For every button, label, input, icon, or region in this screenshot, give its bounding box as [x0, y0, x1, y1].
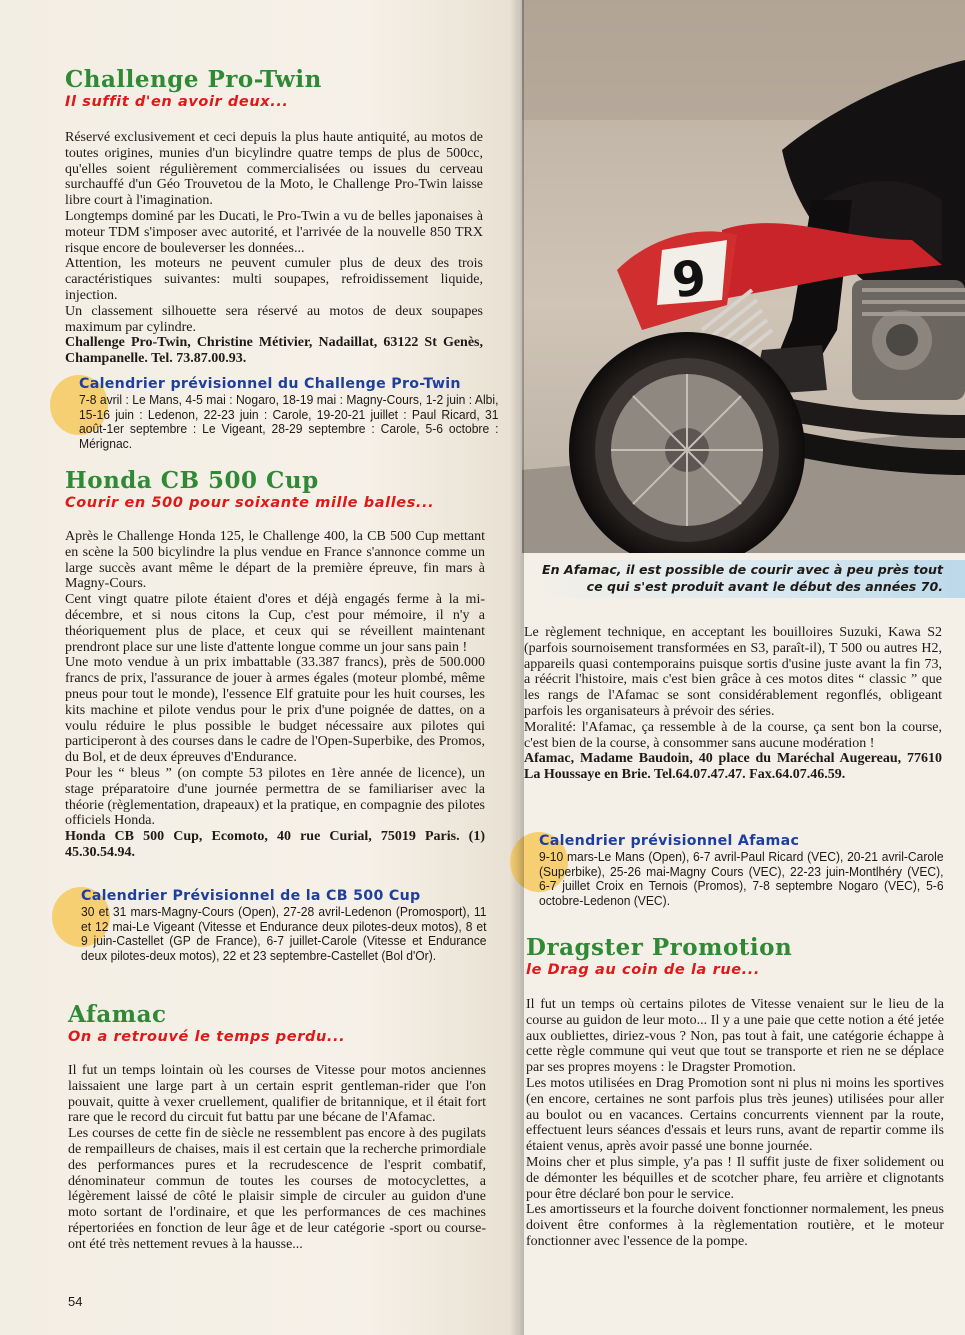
page-gutter: [510, 0, 524, 1335]
calendar-box-honda: [52, 887, 486, 963]
paragraph: Un classement silhouette sera réservé au motos de deux soupapes maximum par cylindre.: [65, 303, 483, 335]
section-title: Afamac: [68, 1001, 167, 1028]
paragraph: Longtemps dominé par les Ducati, le Pro-Twin a vu de belles japonaises à moteur TDM s'imposer avec autorité, et l'arrivée de la nouvelle 850 TRX risque encore de bouleverser les données...: [65, 208, 483, 256]
racing-motorcycle-photo: [522, 0, 965, 553]
section-challenge-pro-twin: [65, 67, 483, 367]
photo-caption: [522, 560, 965, 598]
section-body: [524, 625, 942, 783]
paragraph: Les amortisseurs et la fourche doivent fonctionner normalement, les pneus doivent être conformes à la règlementation routière, et le moteur fonctionner avec l'essence de la pompe.: [526, 1202, 944, 1249]
section-honda-cb500: [65, 468, 485, 861]
paragraph: Moralité: l'Afamac, ça ressemble à de la course, ça sent bon la course, c'est bien de la course, à consommer sans aucune modération !: [524, 719, 942, 751]
motorcycle-illustration: [522, 0, 965, 553]
race-number: 9: [668, 249, 710, 310]
paragraph: Après le Challenge Honda 125, le Challenge 400, la CB 500 Cup mettant en scène la 500 bicylindre la plus vendue en France s'annonce comme un large succès avant même le départ de la première épreuve, fin mars à Magny-Cours.: [65, 529, 485, 592]
calendar-box-afamac: [510, 832, 944, 908]
paragraph: Moins cher et plus simple, y'a pas ! Il suffit juste de fixer solidement ou de démonter les béquilles et de scotcher phare, feu arrière et clignotants pour être déclaré bon pour le service.: [526, 1154, 944, 1202]
calendar-title: Calendrier Prévisionnel de la CB 500 Cup: [81, 888, 421, 904]
calendar-title: Calendrier prévisionnel Afamac: [539, 833, 800, 849]
paragraph: Pour les “ bleus ” (on compte 53 pilotes en 1ère année de licence), un stage préparatoire d'une journée permettra de se familiariser avec la théorie (règlementation, drapeaux) et la pratique, en compagnie des pilotes officiels Honda.: [65, 765, 485, 829]
section-body: [65, 130, 483, 367]
paragraph: Il fut un temps lointain où les courses de Vitesse pour motos anciennes laissaient une large part à un certain esprit gentleman-rider que l'on pouvait, quitte à vexer cruellement, qualifier de britannique, et il était fort rare que le record du circuit fut battu par une bécane de l'Afamac.: [68, 1063, 486, 1126]
section-body: [68, 1063, 486, 1253]
paragraph: Réservé exclusivement et ceci depuis la plus haute antiquité, au motos de toutes origines, munies d'un bicylindre quatre temps de plus de 500cc, qu'elles soient régulièrement commercialisées ou issues du cerveau surchauffé d'un Géo Trouvetou de la Moto, le Challenge Pro-Twin laisse libre court à l'imagination.: [65, 130, 483, 209]
paragraph: Le règlement technique, en acceptant les bouilloires Suzuki, Kawa S2 (parfois sournoisement transformées en S3, paraît-il), T 500 ou autres H2, appareils quasi contemporains puisque sortis d'usine juste avant la fin 73, a réécrit l'histoire, mais c'est bien grâce à ces motos dites “ classic ” que les rangs de l'Afamac se sont considérablement regonflés, obligeant parfois les organisateurs à prévoir des séries.: [524, 625, 942, 719]
paragraph: Les courses de cette fin de siècle ne ressemblent pas encore à des pugilats de rempailleurs de chaises, mais il est certain que la recherche primordiale des performances pures et la recrudescence de l'esprit combatif, dénominateur commun de toutes les courses de motocyclettes, a légèrement laissé de côté le plaisir simple de circuler au guidon d'une moto sortant de l'ordinaire, et que les performances de ces machines répertoriées en fonction de leur âge et de leur catégorie -sport ou course- ont été très nettement revues à la hausse...: [68, 1126, 486, 1252]
section-subtitle: On a retrouvé le temps perdu...: [68, 1029, 346, 1045]
contact-info: Afamac, Madame Baudoin, 40 place du Maréchal Augereau, 77610 La Houssaye en Brie. Tel.64.07.47.47. Fax.64.07.46.59.: [524, 751, 942, 783]
section-subtitle: le Drag au coin de la rue...: [526, 962, 761, 978]
paragraph: Les motos utilisées en Drag Promotion sont ni plus ni moins les sportives (en encore, certaines ne sont parfois plus très jeunes) utilisées pour aller au boulot ou en vacances. Certains concurrents viennent par la route, effectuent leurs séances d'essais et leurs runs, avant de repartir comme ils étaient venus, après avoir passé une bonne journée.: [526, 1075, 944, 1155]
calendar-title: Calendrier prévisionnel du Challenge Pro-Twin: [79, 376, 461, 392]
page-number: 54: [68, 1294, 83, 1309]
section-body: [526, 997, 944, 1250]
section-afamac-continued: [524, 625, 942, 783]
paragraph: Cent vingt quatre pilote étaient d'ores et déjà engagés ferme à la mi-décembre, et si nous citons la Cup, c'est pour mémoire, il n'y a théoriquement plus de place, et ceux qui se réveillent maintenant prendront place sur une liste d'attente longue comme un jour sans pain !: [65, 592, 485, 655]
paragraph: Attention, les moteurs ne peuvent cumuler plus de deux des trois caractéristiques suivantes: multi soupapes, refroidissement liquide, injection.: [65, 256, 483, 303]
section-subtitle: Courir en 500 pour soixante mille balles...: [65, 495, 435, 511]
section-title: Honda CB 500 Cup: [65, 467, 319, 494]
paragraph: Il fut un temps où certains pilotes de Vitesse venaient sur le lieu de la course au guidon de leur moto... Il y a une paie que cette notion a été jetée aux oubliettes, diriez-vous ? Non, pas tout à fait, une catégorie échappe à cette règle commune qui veut que tout se transporte et rien ne se déplace par ses propres moyens : le Dragster Promotion.: [526, 997, 944, 1076]
section-title: Dragster Promotion: [526, 934, 793, 961]
calendar-text: 30 et 31 mars-Magny-Cours (Open), 27-28 avril-Ledenon (Promosport), 11 et 12 mai-Le Vigeant (Vitesse et Endurance deux pilotes-deux motos), 8 et 9 juin-Castellet (GP de France), 6-7 juillet-Carole (Vitesse et Endurance deux pilotes-deux motos), 22 et 23 septembre-Castellet (Bol d'Or).: [81, 904, 487, 963]
contact-info: Challenge Pro-Twin, Christine Métivier, Nadaillat, 63122 St Genès, Champanelle. Tel. 73.87.00.93.: [65, 335, 483, 367]
calendar-text: 7-8 avril : Le Mans, 4-5 mai : Nogaro, 18-19 mai : Magny-Cours, 1-2 juin : Albi, 15-16 juin : Ledenon, 22-23 juin : Carole, 19-20-21 juillet : Paul Ricard, 31 août-1er septembre : Le Vigeant, 28-29 septembre : Carole, 5-6 octobre : Mérignac.: [79, 392, 499, 451]
paragraph: Une moto vendue à un prix imbattable (33.387 francs), près de 500.000 francs de prix, l'assurance de jouer à armes égales (moteur plombé, même pneus pour tout le monde), l'essence Elf gratuite pour les huit courses, les kits machine et pilote vendus pour le prix d'une poignée de dattes, on a voulu réduire le plus possible le budget nécessaire aux pilotes qui participeront à des courses dans le cadre de l'Open-Superbike, des Promos, du Bol, et de deux épreuves d'Endurance.: [65, 655, 485, 766]
section-body: [65, 529, 485, 861]
section-afamac: [68, 1002, 486, 1253]
calendar-box-challenge: [50, 375, 499, 451]
section-title: Challenge Pro-Twin: [65, 66, 322, 93]
contact-info: Honda CB 500 Cup, Ecomoto, 40 rue Curial, 75019 Paris. (1) 45.30.54.94.: [65, 829, 485, 860]
calendar-text: 9-10 mars-Le Mans (Open), 6-7 avril-Paul Ricard (VEC), 20-21 avril-Carole (Superbike), 25-26 mai-Magny Cours (VEC), 22-23 juin-Montlhéry (VEC), 6-7 juillet Croix en Ternois (Promos), 7-8 septembre Nogaro (VEC), 5-6 octobre-Ledenon (VEC).: [539, 849, 944, 908]
section-dragster: [526, 935, 944, 1250]
section-subtitle: Il suffit d'en avoir deux...: [65, 94, 289, 110]
caption-text: En Afamac, il est possible de courir avec à peu près tout ce qui s'est produit avant le début des années 70.: [542, 562, 943, 594]
